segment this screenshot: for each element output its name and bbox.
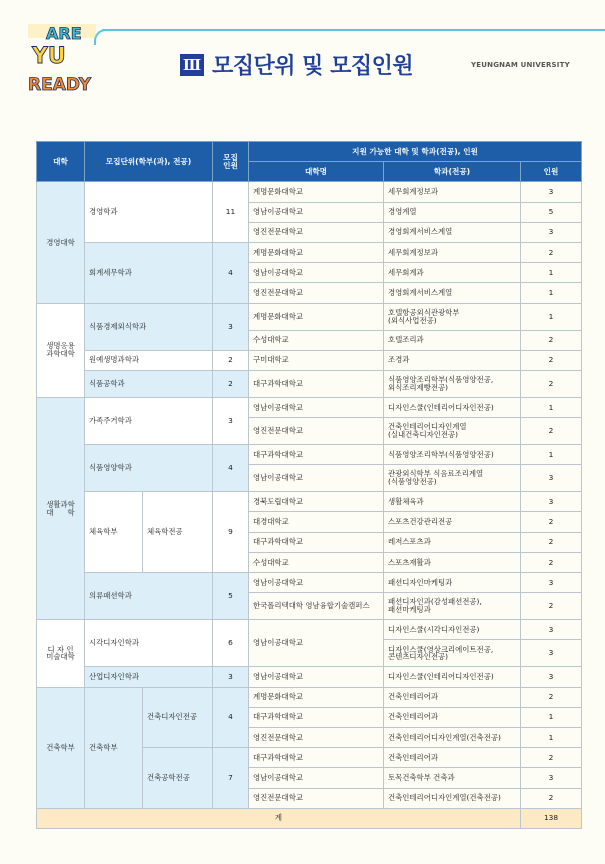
- count-cell: 2: [521, 330, 582, 350]
- unit-cell: 식품경제외식학과: [85, 303, 213, 350]
- dept-cell: 건축인테리어디자인계열(건축전공): [384, 788, 521, 808]
- count-cell: 3: [521, 640, 582, 667]
- quota-cell: 6: [213, 620, 249, 667]
- dept-cell: 조경과: [384, 350, 521, 370]
- quota-cell: 4: [213, 445, 249, 492]
- uni-cell: 구미대학교: [249, 350, 384, 370]
- quota-table: [36, 141, 582, 829]
- uni-cell: 대구과학대학교: [249, 370, 384, 397]
- total-value: 138: [521, 808, 582, 828]
- dept-cell: 세무회계정보과: [384, 182, 521, 202]
- count-cell: 2: [521, 552, 582, 572]
- quota-cell: 2: [213, 370, 249, 397]
- count-cell: 2: [521, 532, 582, 552]
- uni-cell: 수성대학교: [249, 552, 384, 572]
- uni-cell: 영남이공대학교: [249, 667, 384, 687]
- unit-cell: 원예생명과학과: [85, 350, 213, 370]
- unit-cell: 산업디자인학과: [85, 667, 213, 687]
- quota-cell: 3: [213, 667, 249, 687]
- count-cell: 3: [521, 492, 582, 512]
- count-cell: 1: [521, 445, 582, 465]
- uni-cell: 영남이공대학교: [249, 620, 384, 667]
- dept-cell: 경영회계서비스계열: [384, 222, 521, 242]
- uni-cell: 수성대학교: [249, 330, 384, 350]
- uni-cell: 계명문화대학교: [249, 182, 384, 202]
- quota-cell: 5: [213, 573, 249, 620]
- count-cell: 3: [521, 182, 582, 202]
- count-cell: 3: [521, 465, 582, 492]
- uni-cell: 대경대학교: [249, 512, 384, 532]
- dept-cell: 디자인스쿨(시각디자인전공): [384, 620, 521, 640]
- uni-cell: 계명문화대학교: [249, 687, 384, 707]
- table-row: [37, 573, 582, 593]
- uni-cell: 대구과학대학교: [249, 707, 384, 727]
- table-row: [37, 445, 582, 465]
- uni-cell: 계명문화대학교: [249, 303, 384, 330]
- major-cell: 체육학전공: [143, 492, 213, 573]
- count-cell: 3: [521, 768, 582, 788]
- table-row: [37, 350, 582, 370]
- dept-cell: 건축인테리어과: [384, 707, 521, 727]
- are-yu-ready-logo: [22, 18, 102, 98]
- unit-cell: 건축학부: [85, 687, 143, 808]
- count-cell: 1: [521, 263, 582, 283]
- dept-cell: 토목건축학부 건축과: [384, 768, 521, 788]
- college-cell: 생활과학 대 학: [37, 397, 85, 619]
- header-dept: 학과(전공): [384, 162, 521, 182]
- logo-word-3: READY: [28, 75, 92, 95]
- count-cell: 3: [521, 573, 582, 593]
- dept-cell: 스포츠건강관리전공: [384, 512, 521, 532]
- count-cell: 1: [521, 397, 582, 417]
- table-row: [37, 687, 582, 707]
- uni-cell: 대구과학대학교: [249, 532, 384, 552]
- count-cell: 3: [521, 667, 582, 687]
- quota-cell: 4: [213, 687, 249, 748]
- quota-cell: 7: [213, 748, 249, 809]
- count-cell: 3: [521, 620, 582, 640]
- unit-cell: 경영학과: [85, 182, 213, 243]
- dept-cell: 관광외식학부 식음료조리계열 (식품영양전공): [384, 465, 521, 492]
- unit-cell: 식품영양학과: [85, 445, 213, 492]
- table-row: [37, 397, 582, 417]
- dept-cell: 호텔조리과: [384, 330, 521, 350]
- uni-cell: 대구과학대학교: [249, 748, 384, 768]
- college-cell: 디 자 인 미술대학: [37, 620, 85, 687]
- header-group: 지원 가능한 대학 및 학과(전공), 인원: [249, 142, 582, 162]
- section-title: [180, 49, 413, 80]
- dept-cell: 식품영양조리학부(식품영양전공): [384, 445, 521, 465]
- dept-cell: 호텔항공외식관광학부 (외식사업전공): [384, 303, 521, 330]
- count-cell: 2: [521, 748, 582, 768]
- unit-cell: 식품공학과: [85, 370, 213, 397]
- dept-cell: 세무회계과: [384, 263, 521, 283]
- uni-cell: 계명문화대학교: [249, 242, 384, 262]
- total-row: [37, 808, 582, 828]
- uni-cell: 영남이공대학교: [249, 263, 384, 283]
- quota-cell: 11: [213, 182, 249, 243]
- university-name: YEUNGNAM UNIVERSITY: [471, 61, 570, 69]
- header-quota: 모집 인원: [213, 142, 249, 182]
- count-cell: 2: [521, 370, 582, 397]
- dept-cell: 패션디자인과(감성패션전공), 패션마케팅과: [384, 593, 521, 620]
- college-cell: 건축학부: [37, 687, 85, 808]
- dept-cell: 건축인테리어디자인계열 (실내건축디자인전공): [384, 418, 521, 445]
- unit-cell: 시각디자인학과: [85, 620, 213, 667]
- dept-cell: 레저스포츠과: [384, 532, 521, 552]
- count-cell: 2: [521, 512, 582, 532]
- quota-cell: 3: [213, 397, 249, 444]
- total-label: 계: [37, 808, 521, 828]
- header-count: 인원: [521, 162, 582, 182]
- major-cell: 건축디자인전공: [143, 687, 213, 748]
- unit-cell: 가족주거학과: [85, 397, 213, 444]
- quota-cell: 2: [213, 350, 249, 370]
- uni-cell: 영진전문대학교: [249, 418, 384, 445]
- dept-cell: 세무회계정보과: [384, 242, 521, 262]
- unit-cell: 의류패션학과: [85, 573, 213, 620]
- uni-cell: 영진전문대학교: [249, 727, 384, 747]
- table-row: [37, 370, 582, 397]
- uni-cell: 영진전문대학교: [249, 283, 384, 303]
- dept-cell: 스포츠재활과: [384, 552, 521, 572]
- header-unit: 모집단위(학부(과), 전공): [85, 142, 213, 182]
- count-cell: 2: [521, 350, 582, 370]
- dept-cell: 경영회계서비스계열: [384, 283, 521, 303]
- table-row: [37, 620, 582, 640]
- uni-cell: 영진전문대학교: [249, 788, 384, 808]
- count-cell: 2: [521, 418, 582, 445]
- uni-cell: 대구과학대학교: [249, 445, 384, 465]
- dept-cell: 건축인테리어디자인계열(건축전공): [384, 727, 521, 747]
- unit-cell: 회계세무학과: [85, 242, 213, 303]
- header-college: 대학: [37, 142, 85, 182]
- page-title: 모집단위 및 모집인원: [212, 54, 414, 79]
- dept-cell: 디자인스쿨(영상크리에이트전공, 콘텐츠디자인전공): [384, 640, 521, 667]
- college-cell: 생명응용 과학대학: [37, 303, 85, 397]
- dept-cell: 패션디자인마케팅과: [384, 573, 521, 593]
- college-cell: 경영대학: [37, 182, 85, 303]
- uni-cell: 영남이공대학교: [249, 465, 384, 492]
- table-row: [37, 242, 582, 262]
- dept-cell: 식품영양조리학부(식품영양전공, 외식조리제빵전공): [384, 370, 521, 397]
- count-cell: 1: [521, 283, 582, 303]
- dept-cell: 생활체육과: [384, 492, 521, 512]
- table-row: [37, 492, 582, 512]
- quota-cell: 3: [213, 303, 249, 350]
- header-uni: 대학명: [249, 162, 384, 182]
- dept-cell: 경영계열: [384, 202, 521, 222]
- count-cell: 2: [521, 593, 582, 620]
- count-cell: 3: [521, 222, 582, 242]
- dept-cell: 건축인테리어과: [384, 687, 521, 707]
- count-cell: 1: [521, 727, 582, 747]
- count-cell: 2: [521, 788, 582, 808]
- uni-cell: 한국폴리텍대학 영남융합기술캠퍼스: [249, 593, 384, 620]
- unit-cell: 체육학부: [85, 492, 143, 573]
- count-cell: 1: [521, 303, 582, 330]
- logo-word-2: YU: [32, 44, 66, 69]
- section-number: Ⅲ: [180, 54, 204, 76]
- uni-cell: 영남이공대학교: [249, 397, 384, 417]
- count-cell: 2: [521, 687, 582, 707]
- uni-cell: 영남이공대학교: [249, 202, 384, 222]
- uni-cell: 영진전문대학교: [249, 222, 384, 242]
- quota-cell: 9: [213, 492, 249, 573]
- frame-line: [102, 29, 605, 31]
- table-row: [37, 667, 582, 687]
- count-cell: 1: [521, 707, 582, 727]
- uni-cell: 영남이공대학교: [249, 768, 384, 788]
- table-row: [37, 182, 582, 202]
- table-row: [37, 303, 582, 330]
- dept-cell: 디자인스쿨(인테리어디자인전공): [384, 397, 521, 417]
- count-cell: 2: [521, 242, 582, 262]
- uni-cell: 영남이공대학교: [249, 573, 384, 593]
- dept-cell: 건축인테리어과: [384, 748, 521, 768]
- logo-word-1: ARE: [46, 24, 82, 43]
- major-cell: 건축공학전공: [143, 748, 213, 809]
- quota-cell: 4: [213, 242, 249, 303]
- uni-cell: 경북도립대학교: [249, 492, 384, 512]
- count-cell: 5: [521, 202, 582, 222]
- dept-cell: 디자인스쿨(인테리어디자인전공): [384, 667, 521, 687]
